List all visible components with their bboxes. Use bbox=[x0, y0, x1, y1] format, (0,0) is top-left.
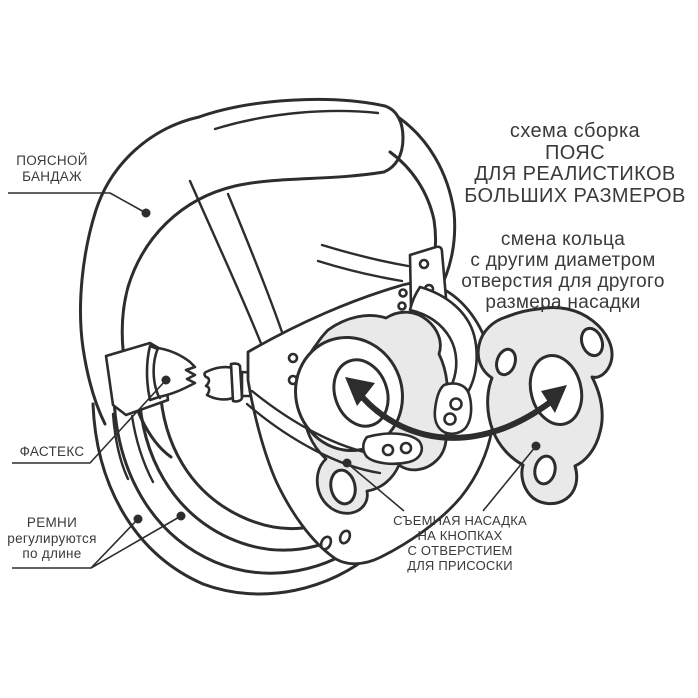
subtitle-line-2: с другим диаметром bbox=[470, 250, 656, 271]
subtitle-line-4: размера насадки bbox=[485, 292, 641, 313]
buckle-female bbox=[205, 367, 234, 399]
title-block bbox=[452, 121, 698, 207]
callout-fastex: ФАСТЕКС bbox=[19, 444, 85, 459]
buckle-male bbox=[154, 348, 195, 397]
callout-waist-bandage: ПОЯСНОЙ БАНДАЖ bbox=[16, 153, 88, 184]
title-line-4: БОЛЬШИХ РАЗМЕРОВ bbox=[464, 184, 686, 207]
subtitle-line-1: смена кольца bbox=[500, 229, 626, 250]
subtitle-block bbox=[428, 229, 698, 313]
title-line-1: схема сборка bbox=[509, 120, 641, 142]
title-line-2: ПОЯС bbox=[545, 141, 605, 164]
callout-straps: РЕМНИ регулируются по длине bbox=[7, 515, 97, 561]
callout-removable-pad: СЪЕМНАЯ НАСАДКА НА КНОПКАХ С ОТВЕРСТИЕМ ДЛЯ ПРИСОСКИ bbox=[393, 513, 527, 573]
subtitle-line-3: отверстия для другого bbox=[461, 271, 665, 292]
title-line-3: ДЛЯ РЕАЛИСТИКОВ bbox=[474, 163, 676, 185]
